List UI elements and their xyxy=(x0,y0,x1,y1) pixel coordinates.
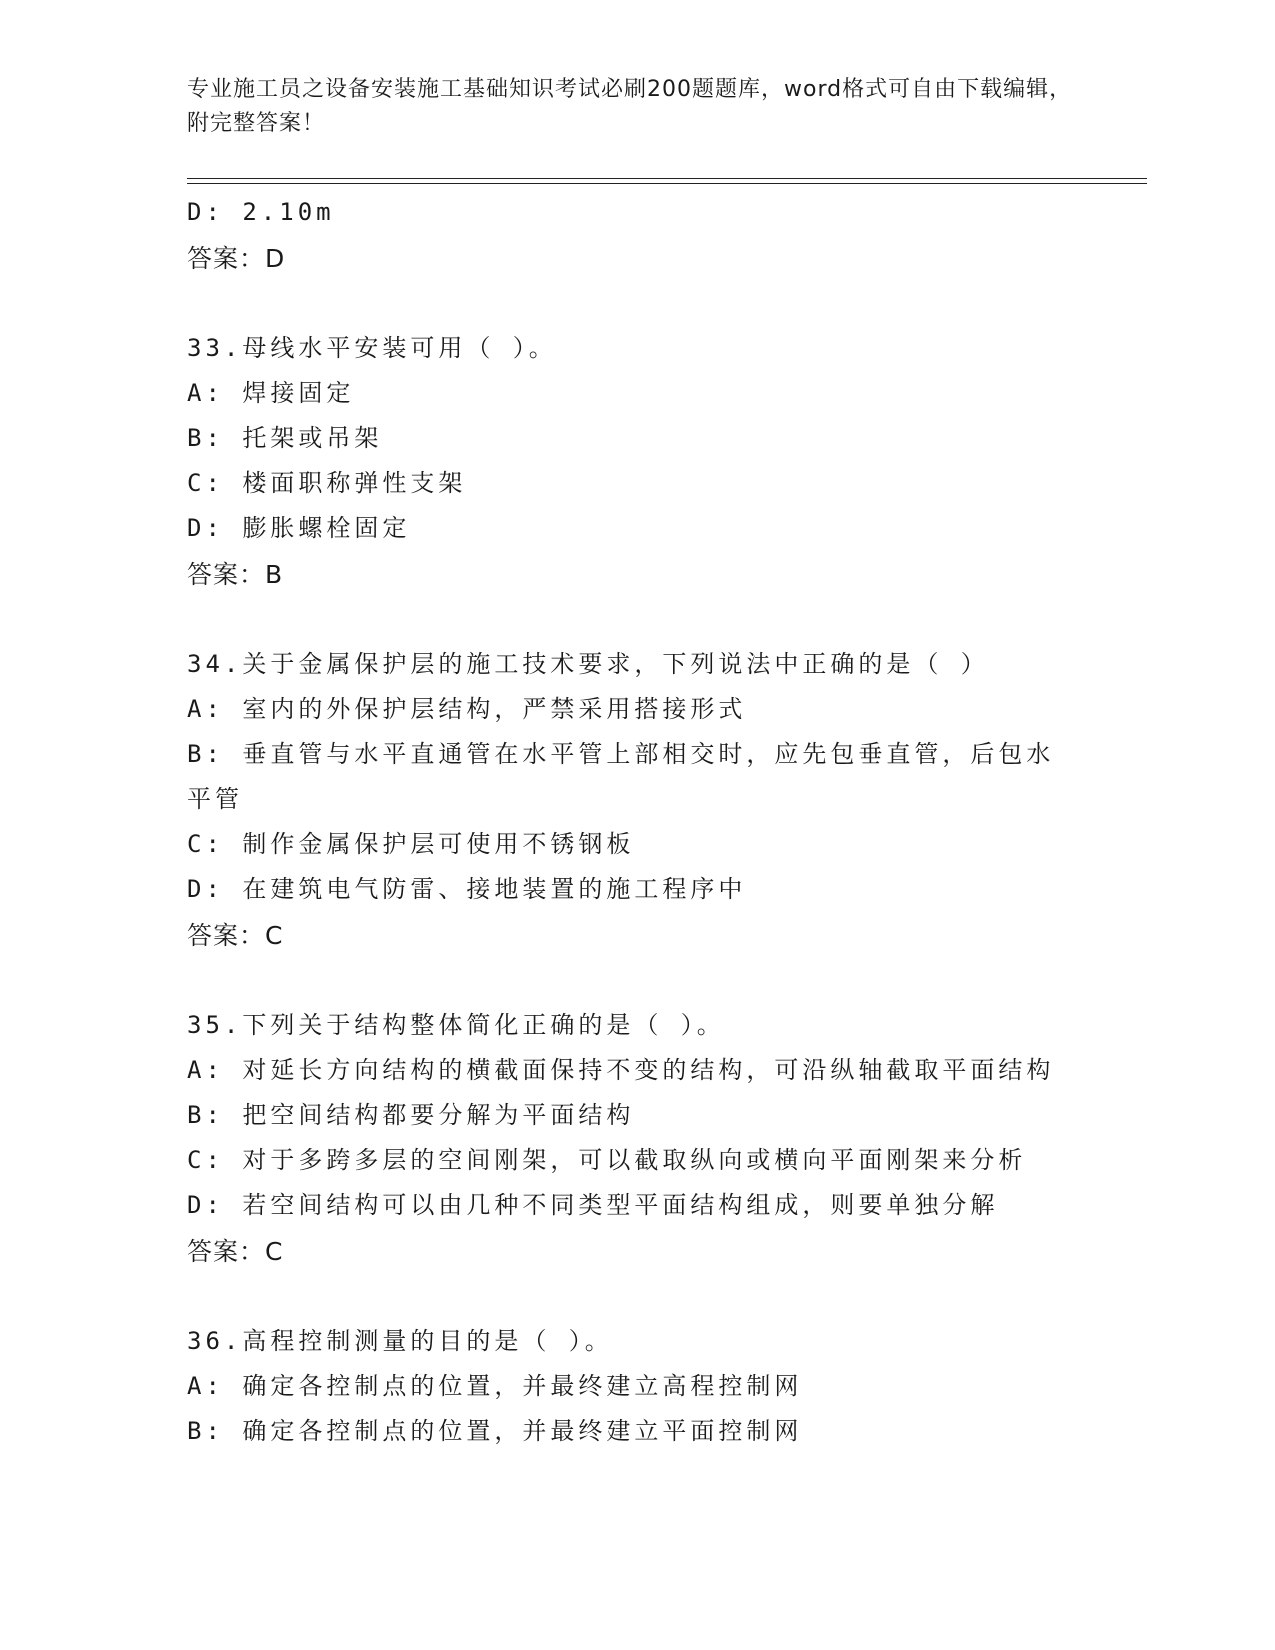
option-d: D: 膨胀螺栓固定 xyxy=(187,514,411,542)
option-c: C: 对于多跨多层的空间刚架，可以截取纵向或横向平面刚架来分析 xyxy=(187,1146,1027,1174)
document-header: 专业施工员之设备安装施工基础知识考试必刷200题题库，word格式可自由下载编辑，附完整答案！ xyxy=(187,77,1073,136)
option-b: B: 把空间结构都要分解为平面结构 xyxy=(187,1101,635,1129)
header-divider-bottom xyxy=(187,183,1147,184)
question-stem: 33.母线水平安装可用（ ）。 xyxy=(187,334,557,362)
question-stem: 34.关于金属保护层的施工技术要求，下列说法中正确的是（ ） xyxy=(187,650,989,678)
prev-option-d: D: 2.10m xyxy=(187,198,335,226)
answer: 答案：B xyxy=(187,560,284,589)
option-c: C: 制作金属保护层可使用不锈钢板 xyxy=(187,830,635,858)
option-d: D: 在建筑电气防雷、接地装置的施工程序中 xyxy=(187,875,747,903)
option-c: C: 楼面职称弹性支架 xyxy=(187,469,467,497)
question-34 xyxy=(187,642,1087,959)
prev-answer: 答案：D xyxy=(187,244,286,273)
answer: 答案：C xyxy=(187,1237,284,1266)
question-list xyxy=(187,190,1087,1454)
option-a: A: 焊接固定 xyxy=(187,379,355,407)
option-a: A: 室内的外保护层结构，严禁采用搭接形式 xyxy=(187,695,747,723)
option-a: A: 对延长方向结构的横截面保持不变的结构，可沿纵轴截取平面结构 xyxy=(187,1056,1055,1084)
option-b: B: 托架或吊架 xyxy=(187,424,383,452)
question-stem: 35.下列关于结构整体简化正确的是（ ）。 xyxy=(187,1011,725,1039)
question-36 xyxy=(187,1319,1087,1454)
header-divider-top xyxy=(187,178,1147,179)
option-b: B: 垂直管与水平直通管在水平管上部相交时，应先包垂直管，后包水平管 xyxy=(187,740,1055,813)
question-stem: 36.高程控制测量的目的是（ ）。 xyxy=(187,1327,613,1355)
option-a: A: 确定各控制点的位置，并最终建立高程控制网 xyxy=(187,1372,803,1400)
question-33 xyxy=(187,326,1087,598)
question-35 xyxy=(187,1003,1087,1275)
option-d: D: 若空间结构可以由几种不同类型平面结构组成，则要单独分解 xyxy=(187,1191,999,1219)
answer: 答案：C xyxy=(187,921,284,950)
option-b: B: 确定各控制点的位置，并最终建立平面控制网 xyxy=(187,1417,803,1445)
document-page xyxy=(187,0,1147,1650)
